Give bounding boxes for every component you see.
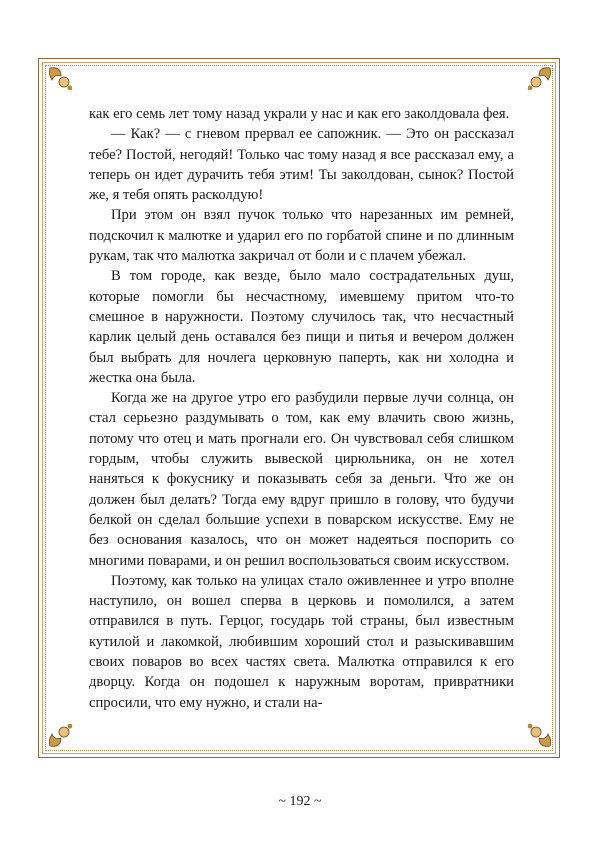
page-number: ~ 192 ~ [278, 794, 322, 809]
paragraph: как его семь лет тому назад украли у нас и как его заколдовала фея. [89, 106, 510, 122]
paragraph: Когда же на другое утро его разбудили первые лучи солнца, он стал серьезно раздумывать о том, как ему влачить свою жизнь, потому что отец и мать прогнали его. Он чувствовал себя слишком гордым, чтобы служить вывеской цирюльника, он не хотел наняться к фокуснику и показывать себя за деньги. Что же он должен был делать? Тогда ему вдруг пришло в голову, что будучи белкой он сделал большие успехи в поварском искусстве. Ему не без основания казалось, что он может надеяться поспорить со многими поварами, и он решил воспользоваться своим искусством. [89, 390, 514, 569]
paragraph: В том городе, как везде, было мало сострадательных душ, которые помогли бы несчастному, имевшему притом что-то смешное в наружности. Поэтому случилось так, что несчастный карлик целый день оставался без пищи и питья и вечером должен был выбрать для ночлега церковную паперть, как ни холодна и жестка она была. [89, 268, 514, 386]
paragraph: Поэтому, как только на улицах стало оживленнее и утро вполне наступило, он вошел сперва в церковь и помолился, а затем отправился в путь. Герцог, государь той страны, был известным кутилой и лакомкой, любившим хороший стол и разыскивавшим своих поваров во всех частях света. Малютка отправился к его дворцу. Когда он подошел к наружным воротам, привратники спросили, что ему нужно, и стали на- [89, 572, 514, 711]
paragraph: При этом он взял пучок только что нарезанных им ремней, подскочил к малютке и ударил его по горбатой спине и по длинным рукам, так что малютка закричал от боли и с плачем убежал. [89, 207, 514, 265]
corner-ornament-icon [524, 720, 554, 750]
corner-ornament-icon [524, 64, 554, 94]
body-text [89, 104, 514, 713]
corner-ornament-icon [46, 720, 76, 750]
corner-ornament-icon [46, 64, 76, 94]
paragraph: — Как? — с гневом прервал ее сапожник. — Это он рассказал тебе? Постой, негодяй! Только час тому назад я все рассказал ему, а теперь он идет дурачить тебя этим! Ты заколдован, сынок? Постой же, я тебя опять расколдую! [89, 126, 514, 204]
